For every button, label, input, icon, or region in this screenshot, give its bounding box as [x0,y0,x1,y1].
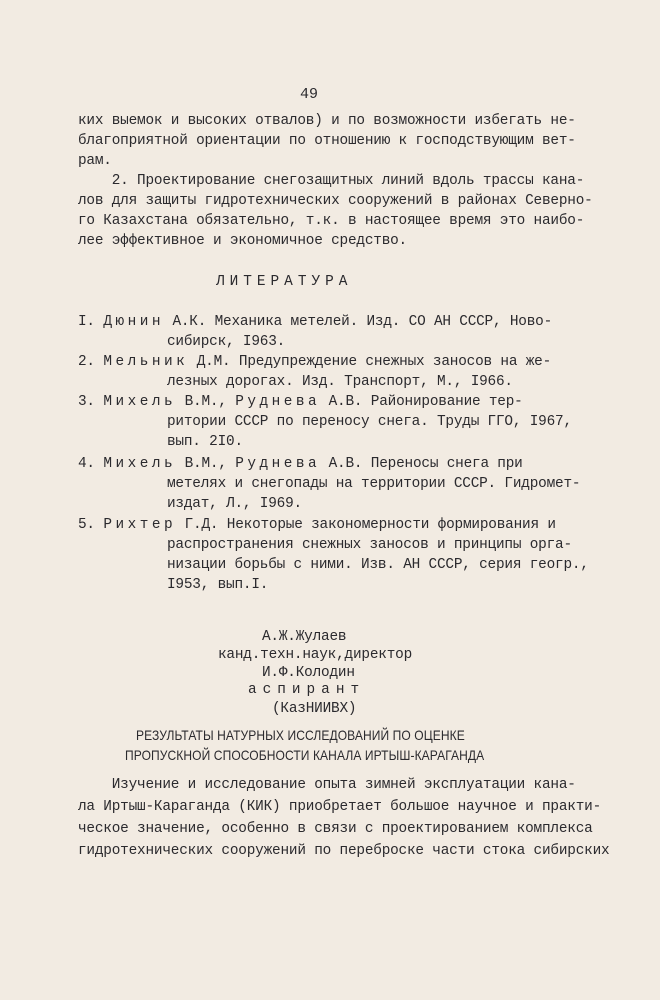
reference-2-line-1 [78,353,551,371]
reference-5-line-3: низации борьбы с ними. Изв. АН СССР, серия геогр., [167,557,589,573]
author-1-name: А.Ж.Жулаев [262,629,347,645]
institution: (КазНИИВХ) [272,701,357,717]
reference-3-text-1: А.В. Районирование тер- [328,394,523,410]
reference-5-line-1 [78,516,556,534]
reference-2-text-1: Д.М. Предупреждение снежных заносов на же- [196,354,552,370]
reference-1-author: Дюнин [103,314,164,330]
reference-4-line-2: метелях и снегопады на территории СССР. Гидромет- [167,476,581,492]
article-title-line-2: ПРОПУСКНОЙ СПОСОБНОСТИ КАНАЛА ИРТЫШ-КАРАГАНДА [125,747,485,763]
reference-3-author: Михель [103,394,177,410]
reference-5-line-2: распространения снежных заносов и принципы орга- [167,537,572,553]
reference-4-line-1 [78,455,523,473]
article-body-line-2: ла Иртыш-Караганда (КИК) приобретает большое научное и практи- [78,799,602,815]
reference-3-line-1 [78,393,523,411]
reference-4-text-1: А.В. Переносы снега при [328,456,523,472]
reference-4-coauthor: Руднева [235,456,321,472]
author-1-title: канд.техн.наук,директор [218,647,413,663]
article-body-line-3: ческое значение, особенно в связи с проектированием комплекса [78,821,593,837]
reference-3-number: 3. [78,394,95,410]
reference-1-line-1 [78,313,552,331]
page-number: 49 [300,86,319,103]
para1-line-1: ких выемок и высоких отвалов) и по возможности избегать не- [78,113,576,129]
reference-5-text-1: Г.Д. Некоторые закономерности формирования и [184,517,556,533]
para2-line-3: го Казахстана обязательно, т.к. в настоящее время это наибо- [78,213,585,229]
reference-2-number: 2. [78,354,95,370]
reference-3-coauthor: Руднева [235,394,321,410]
reference-5-number: 5. [78,517,95,533]
article-body-line-4: гидротехнических сооружений по переброске части стока сибирских [78,843,610,859]
reference-3-line-3: вып. 2I0. [167,434,243,450]
reference-4-number: 4. [78,456,95,472]
para2-line-2: лов для защиты гидротехнических сооружений в районах Северно- [78,193,593,209]
reference-4-line-3: издат, Л., I969. [167,496,302,512]
reference-2-line-2: лезных дорогах. Изд. Транспорт, М., I966. [167,374,513,390]
para1-line-2: благоприятной ориентации по отношению к господствующим вет- [78,133,576,149]
article-body-line-1: Изучение и исследование опыта зимней эксплуатации кана- [78,777,576,793]
reference-3-line-2: ритории СССР по переносу снега. Труды ГГО, I967, [167,414,572,430]
para2-line-4: лее эффективное и экономичное средство. [78,233,407,249]
reference-4-middle: В.М., [184,456,227,472]
literature-heading: ЛИТЕРАТУРА [216,274,353,290]
reference-2-author: Мельник [103,354,189,370]
article-title-line-1: РЕЗУЛЬТАТЫ НАТУРНЫХ ИССЛЕДОВАНИЙ ПО ОЦЕНКЕ [136,727,465,743]
reference-1-text-1: А.К. Механика метелей. Изд. СО АН СССР, Ново- [172,314,553,330]
author-2-title: аспирант [248,682,366,698]
para1-line-3: рам. [78,153,112,169]
reference-3-middle: В.М., [184,394,227,410]
reference-1-line-2: сибирск, I963. [167,334,286,350]
reference-5-line-4: I953, вып.I. [167,577,269,593]
author-2-name: И.Ф.Колодин [262,665,355,681]
reference-5-author: Рихтер [103,517,177,533]
reference-1-number: I. [78,314,95,330]
para2-line-1: 2. Проектирование снегозащитных линий вдоль трассы кана- [78,173,585,189]
reference-4-author: Михель [103,456,177,472]
